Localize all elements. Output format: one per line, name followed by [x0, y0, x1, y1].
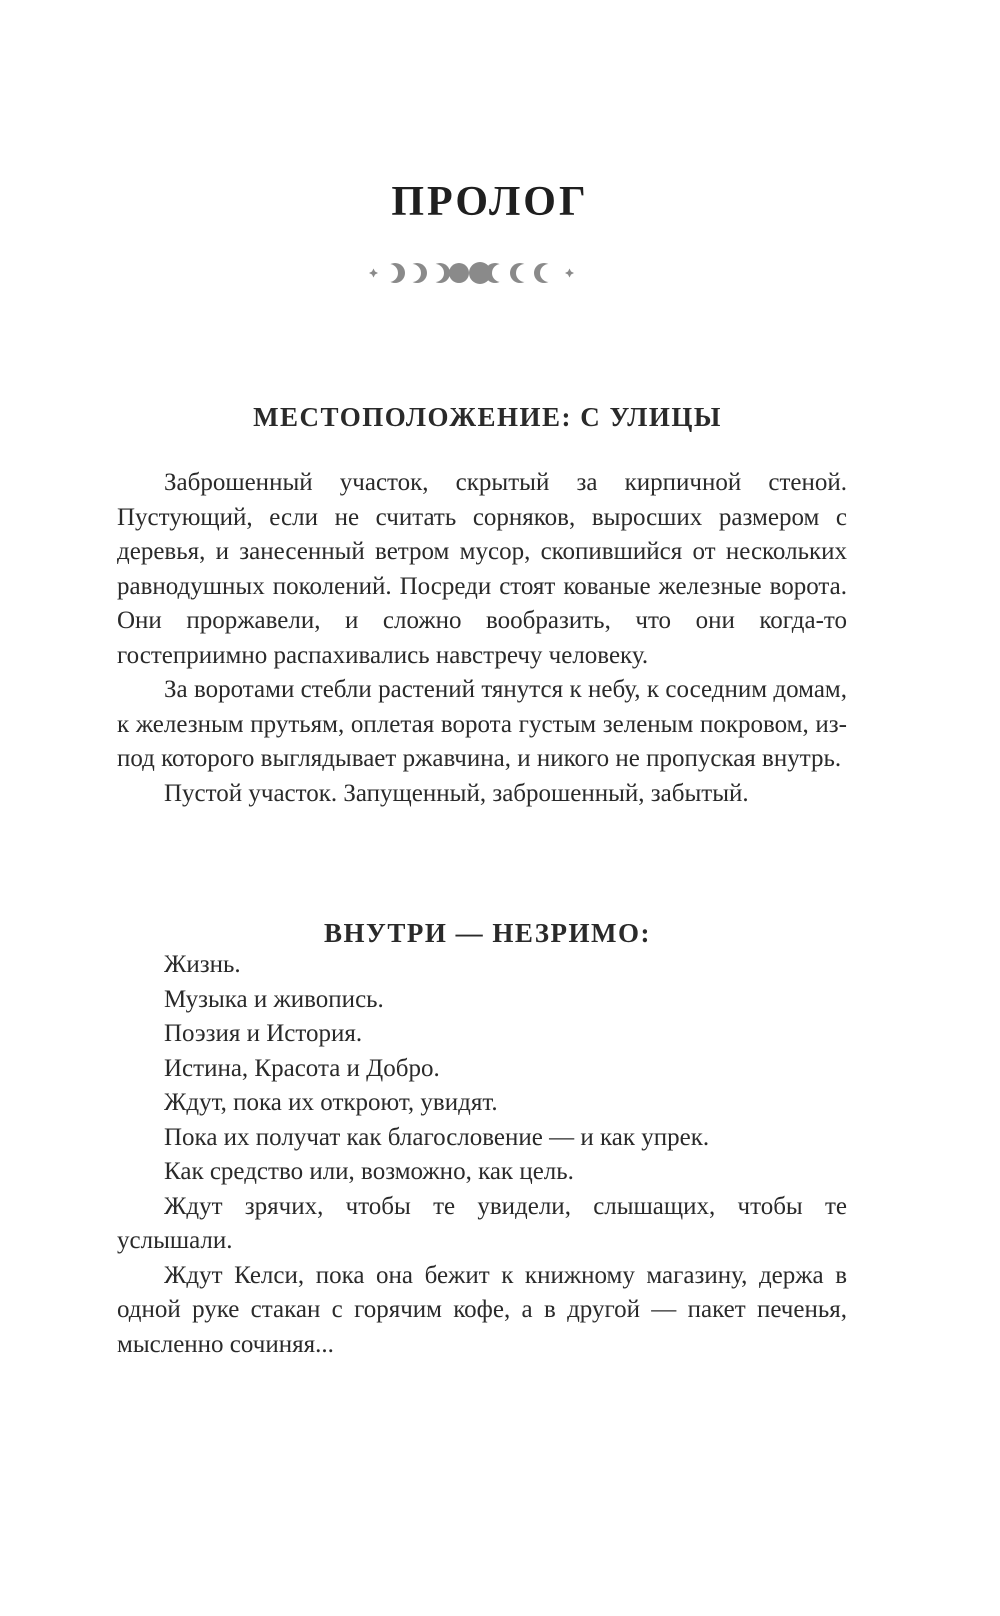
paragraph: За воротами стебли растений тянутся к небу, к соседним домам, к железным прутьям, оплетая ворота густым зеленым покровом, из-под которого выглядывает ржавчина, и никого не пропуская внутрь. — [117, 676, 847, 772]
paragraph: Ждут Келси, пока она бежит к книжному магазину, держа в одной руке стакан с горячим кофе, а в другой — пакет печенья, мысленно сочиняя... — [117, 1261, 847, 1358]
text-line: Пока их получат как благословение — и как упрек. — [164, 1123, 710, 1151]
section-body-location — [117, 466, 847, 811]
paragraph: Ждут зрячих, чтобы те увидели, слышащих, чтобы те услышали. — [117, 1192, 847, 1254]
section-heading-location: МЕСТОПОЛОЖЕНИЕ: С УЛИЦЫ — [253, 402, 722, 432]
text-line: Поэзия и История. — [164, 1020, 363, 1047]
section-heading-inside: ВНУТРИ — НЕЗРИМО: — [324, 918, 651, 948]
chapter-title: ПРОЛОГ — [391, 179, 589, 225]
moon-phases-icon — [365, 258, 595, 288]
section-body-inside — [117, 948, 847, 1362]
text-line: Ждут, пока их откроют, увидят. — [164, 1089, 498, 1116]
text-line: Как средство или, возможно, как цель. — [164, 1158, 574, 1185]
paragraph: Заброшенный участок, скрытый за кирпичной стеной. Пустующий, если не считать сорняков, выросших размером с деревья, и занесенный ветром мусор, скопившийся от нескольких равнодушных поколений. Посреди стоят кованые железные ворота. Они проржавели, и сложно вообразить, что они когда-то гостеприимно распахивались навстречу человеку. — [117, 469, 847, 669]
text-line: Жизнь. — [164, 951, 241, 978]
paragraph: Пустой участок. Запущенный, заброшенный, забытый. — [164, 779, 749, 807]
text-line: Истина, Красота и Добро. — [164, 1054, 440, 1082]
text-line: Музыка и живопись. — [164, 985, 384, 1013]
